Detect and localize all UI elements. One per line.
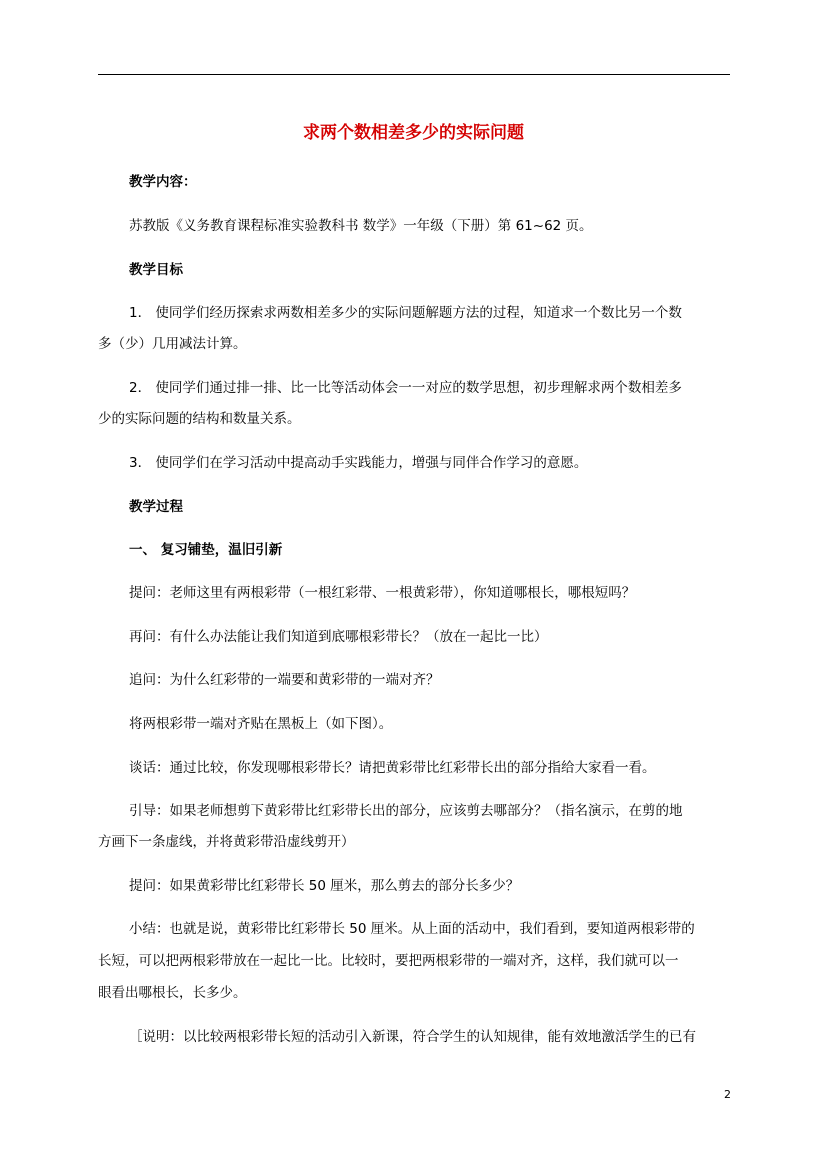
paragraph-9-line-1: ［说明：以比较两根彩带长短的活动引入新课，符合学生的认知规律，能有效地激活学生的已有 [129,1029,696,1045]
goal-2-line-1: 2． 使同学们通过排一排、比一比等活动体会一一对应的数学思想，初步理解求两个数相差多 [129,380,682,396]
header-rule [98,74,730,75]
content-text: 苏教版《义务教育课程标准实验教科书 数学》一年级（下册）第 61~62 页。 [129,218,593,234]
paragraph-5: 谈话：通过比较，你发现哪根彩带长？请把黄彩带比红彩带长出的部分指给大家看一看。 [129,760,656,776]
paragraph-2: 再问：有什么办法能让我们知道到底哪根彩带长？（放在一起比一比） [129,629,548,645]
goal-1-line-2: 多（少）几用减法计算。 [98,336,247,352]
paragraph-4: 将两根彩带一端对齐贴在黑板上（如下图）。 [129,716,393,732]
paragraph-8-line-2: 长短，可以把两根彩带放在一起比一比。比较时，要把两根彩带的一端对齐，这样，我们就可以一 [98,953,679,969]
paragraph-3: 追问：为什么红彩带的一端要和黄彩带的一端对齐？ [129,672,440,688]
process-heading: 教学过程 [129,499,183,515]
paragraph-6-line-2: 方画下一条虚线，并将黄彩带沿虚线剪开） [98,834,355,850]
content-heading: 教学内容： [129,174,197,190]
paragraph-6-line-1: 引导：如果老师想剪下黄彩带比红彩带长出的部分，应该剪去哪部分？（指名演示，在剪的地 [129,803,683,819]
paragraph-1: 提问：老师这里有两根彩带（一根红彩带、一根黄彩带），你知道哪根长，哪根短吗？ [129,585,636,601]
goal-1-line-1: 1． 使同学们经历探索求两数相差多少的实际问题解题方法的过程，知道求一个数比另一个数 [129,305,682,321]
paragraph-7: 提问：如果黄彩带比红彩带长 50 厘米，那么剪去的部分长多少？ [129,878,520,894]
page-title: 求两个数相差多少的实际问题 [303,123,524,143]
part-1-heading: 一、 复习铺垫，温旧引新 [129,542,283,558]
paragraph-8-line-1: 小结：也就是说，黄彩带比红彩带长 50 厘米。从上面的活动中，我们看到，要知道两根彩带的 [129,921,695,937]
paragraph-8-line-3: 眼看出哪根长，长多少。 [98,985,247,1001]
goal-2-line-2: 少的实际问题的结构和数量关系。 [98,411,301,427]
goal-3-line-1: 3． 使同学们在学习活动中提高动手实践能力，增强与同伴合作学习的意愿。 [129,455,588,471]
page-number: 2 [724,1088,731,1101]
goals-heading: 教学目标 [129,262,183,278]
